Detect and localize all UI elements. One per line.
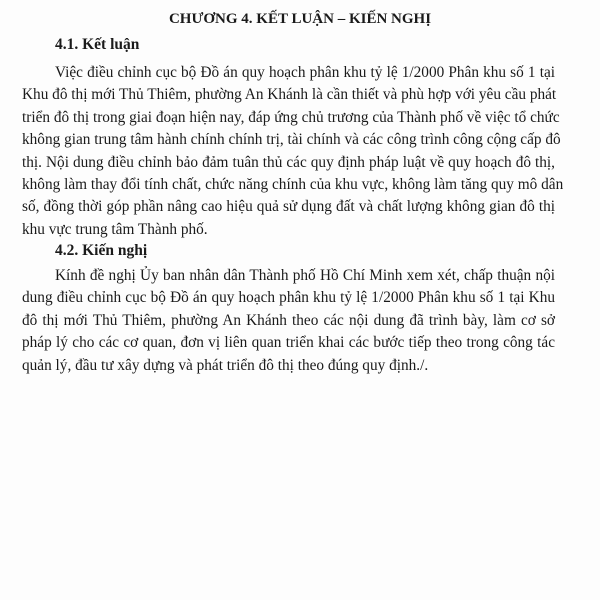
paragraph-line: Khu đô thị mới Thủ Thiêm, phường An Khánh là cần thiết và phù hợp với yêu cầu phát xyxy=(22,86,557,104)
paragraph-line: đô thị mới Thủ Thiêm, phường An Khánh theo các nội dung đã trình bày, làm cơ sở xyxy=(22,311,555,329)
paragraph-line: Kính đề nghị Ủy ban nhân dân Thành phố Hồ Chí Minh xem xét, chấp thuận nội xyxy=(55,267,555,284)
paragraph-line: quản lý, đầu tư xây dựng và phát triển đô thị theo đúng quy định./. xyxy=(22,356,429,374)
paragraph-line: pháp lý cho các cơ quan, đơn vị liên quan triển khai các bước tiếp theo trong công tác xyxy=(22,334,555,352)
section-heading: 4.1. Kết luận xyxy=(55,36,140,53)
paragraph-line: dung điều chỉnh cục bộ Đồ án quy hoạch phân khu tỷ lệ 1/2000 Phân khu số 1 tại Khu xyxy=(22,289,555,307)
paragraph-line: triển đô thị trong giai đoạn hiện nay, đáp ứng chủ trương của Thành phố về việc tổ chức xyxy=(22,108,560,126)
paragraph-line: Việc điều chỉnh cục bộ Đồ án quy hoạch phân khu tỷ lệ 1/2000 Phân khu số 1 tại xyxy=(55,64,555,81)
paragraph-line: không làm thay đổi tính chất, chức năng chính của khu vực, không làm tăng quy mô dân xyxy=(22,176,564,193)
paragraph-line: khu vực trung tâm Thành phố. xyxy=(22,220,208,238)
paragraph-line: thị. Nội dung điều chỉnh bảo đảm tuân thủ các quy định pháp luật về quy hoạch đô thị, xyxy=(22,153,555,171)
chapter-title: CHƯƠNG 4. KẾT LUẬN – KIẾN NGHỊ xyxy=(168,11,432,27)
section-heading: 4.2. Kiến nghị xyxy=(55,242,148,259)
paragraph-line: số, đồng thời góp phần nâng cao hiệu quả sử dụng đất và chất lượng không gian đô thị xyxy=(22,198,555,216)
paragraph-line: không gian trung tâm hành chính chính trị, tài chính và các công trình công cộng cấp đô xyxy=(22,131,561,149)
